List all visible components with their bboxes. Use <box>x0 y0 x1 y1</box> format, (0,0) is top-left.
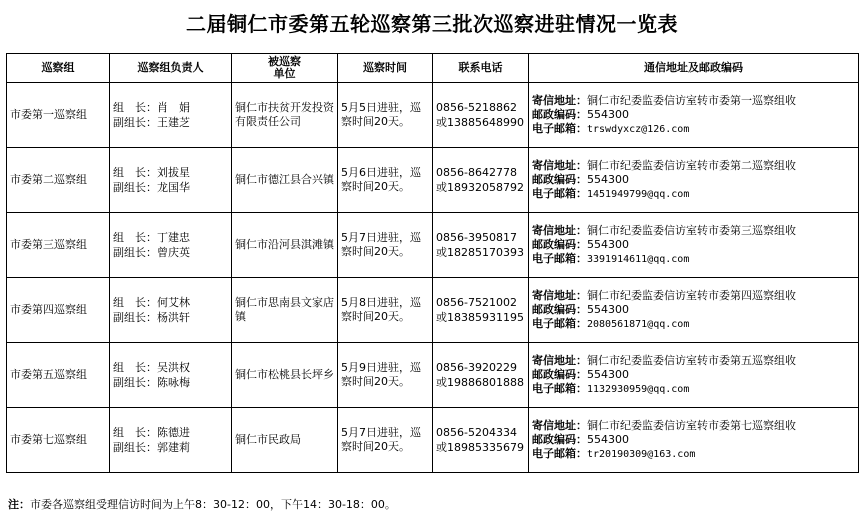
leader-name: 丁建忠 <box>157 231 190 244</box>
email-line <box>532 382 855 397</box>
time-cell: 5月8日进驻，巡察时间20天。 <box>338 278 433 343</box>
deputy-label: 副组长： <box>113 246 157 259</box>
footnote-label: 注： <box>8 498 30 511</box>
deputy-name: 郭建莉 <box>157 441 190 454</box>
email-address: tr20190309@163.com <box>587 448 696 460</box>
deputy-line <box>113 375 228 390</box>
group-name-cell: 市委第三巡察组 <box>7 213 110 278</box>
phone-cell <box>433 278 529 343</box>
leader-line <box>113 230 228 245</box>
deputy-label: 副组长： <box>113 181 157 194</box>
postcode-line <box>532 238 855 252</box>
header-phone: 联系电话 <box>433 54 529 83</box>
leader-line <box>113 425 228 440</box>
leader-label: 组 长： <box>113 426 157 439</box>
phone-primary: 0856-5218862 <box>436 101 517 114</box>
mailing-address-line <box>532 94 855 108</box>
deputy-name: 杨洪轩 <box>157 311 190 324</box>
postcode-label: 邮政编码： <box>532 302 587 316</box>
postcode-label: 邮政编码： <box>532 107 587 121</box>
unit-cell: 铜仁市沿河县淇滩镇 <box>232 213 338 278</box>
leader-cell <box>110 213 232 278</box>
mailing-address-line <box>532 289 855 303</box>
mailing-address-line <box>532 224 855 238</box>
address-cell <box>529 408 859 473</box>
deputy-name: 龙国华 <box>157 181 190 194</box>
leader-label: 组 长： <box>113 361 157 374</box>
group-name-cell: 市委第七巡察组 <box>7 408 110 473</box>
mailing-address: 铜仁市纪委监委信访室转市委第七巡察组收 <box>587 418 796 432</box>
email-label: 电子邮箱： <box>532 446 587 460</box>
header-unit-line1: 被巡察 <box>268 55 301 68</box>
postcode-line <box>532 173 855 187</box>
inspection-table <box>6 53 859 473</box>
address-cell <box>529 278 859 343</box>
email-line <box>532 252 855 267</box>
phone-mobile: 或18285170393 <box>436 246 524 259</box>
phone-primary: 0856-7521002 <box>436 296 517 309</box>
deputy-name: 王建芝 <box>157 116 190 129</box>
phone-mobile: 或19886801888 <box>436 376 524 389</box>
unit-cell: 铜仁市民政局 <box>232 408 338 473</box>
deputy-label: 副组长： <box>113 116 157 129</box>
time-cell: 5月7日进驻，巡察时间20天。 <box>338 408 433 473</box>
deputy-line <box>113 180 228 195</box>
leader-cell <box>110 408 232 473</box>
deputy-label: 副组长： <box>113 311 157 324</box>
postcode: 554300 <box>587 237 629 251</box>
mailing-address-label: 寄信地址： <box>532 158 587 172</box>
address-cell <box>529 213 859 278</box>
phone-cell <box>433 343 529 408</box>
table-body <box>7 83 859 473</box>
leader-label: 组 长： <box>113 166 157 179</box>
email-label: 电子邮箱： <box>532 251 587 265</box>
email-line <box>532 317 855 332</box>
header-address: 通信地址及邮政编码 <box>529 54 859 83</box>
mailing-address: 铜仁市纪委监委信访室转市委第四巡察组收 <box>587 288 796 302</box>
unit-cell: 铜仁市思南县文家店镇 <box>232 278 338 343</box>
leader-line <box>113 100 228 115</box>
mailing-address-label: 寄信地址： <box>532 223 587 237</box>
table-row <box>7 343 859 408</box>
postcode-label: 邮政编码： <box>532 367 587 381</box>
mailing-address-label: 寄信地址： <box>532 353 587 367</box>
mailing-address-line <box>532 159 855 173</box>
email-address: 1451949799@qq.com <box>587 188 690 200</box>
leader-name: 陈德进 <box>157 426 190 439</box>
time-cell: 5月6日进驻，巡察时间20天。 <box>338 148 433 213</box>
email-address: 1132930959@qq.com <box>587 383 690 395</box>
email-line <box>532 187 855 202</box>
email-label: 电子邮箱： <box>532 316 587 330</box>
deputy-name: 陈咏梅 <box>157 376 190 389</box>
deputy-line <box>113 440 228 455</box>
table-row <box>7 148 859 213</box>
header-group: 巡察组 <box>7 54 110 83</box>
deputy-label: 副组长： <box>113 376 157 389</box>
unit-cell: 铜仁市松桃县长坪乡 <box>232 343 338 408</box>
time-cell: 5月7日进驻，巡察时间20天。 <box>338 213 433 278</box>
phone-cell <box>433 83 529 148</box>
footnote-text: 市委各巡察组受理信访时间为上午8：30-12：00，下午14：30-18：00。 <box>30 498 396 511</box>
time-cell: 5月9日进驻，巡察时间20天。 <box>338 343 433 408</box>
deputy-label: 副组长： <box>113 441 157 454</box>
leader-line <box>113 165 228 180</box>
postcode: 554300 <box>587 172 629 186</box>
email-label: 电子邮箱： <box>532 381 587 395</box>
leader-cell <box>110 278 232 343</box>
table-row <box>7 278 859 343</box>
phone-primary: 0856-5204334 <box>436 426 517 439</box>
mailing-address-label: 寄信地址： <box>532 288 587 302</box>
leader-cell <box>110 148 232 213</box>
postcode-label: 邮政编码： <box>532 237 587 251</box>
leader-name: 何艾林 <box>157 296 190 309</box>
leader-cell <box>110 343 232 408</box>
header-unit <box>232 54 338 83</box>
table-row <box>7 83 859 148</box>
email-label: 电子邮箱： <box>532 121 587 135</box>
address-cell <box>529 83 859 148</box>
leader-cell <box>110 83 232 148</box>
email-line <box>532 122 855 137</box>
leader-label: 组 长： <box>113 101 157 114</box>
phone-mobile: 或13885648990 <box>436 116 524 129</box>
header-leader: 巡察组负责人 <box>110 54 232 83</box>
mailing-address-label: 寄信地址： <box>532 418 587 432</box>
leader-line <box>113 295 228 310</box>
postcode: 554300 <box>587 432 629 446</box>
postcode-line <box>532 108 855 122</box>
header-unit-line2: 单位 <box>273 67 296 80</box>
time-cell: 5月5日进驻，巡察时间20天。 <box>338 83 433 148</box>
leader-label: 组 长： <box>113 296 157 309</box>
group-name-cell: 市委第四巡察组 <box>7 278 110 343</box>
unit-cell: 铜仁市扶贫开发投资有限责任公司 <box>232 83 338 148</box>
address-cell <box>529 343 859 408</box>
deputy-line <box>113 245 228 260</box>
deputy-line <box>113 310 228 325</box>
table-header-row <box>7 54 859 83</box>
group-name-cell: 市委第一巡察组 <box>7 83 110 148</box>
email-address: 2080561871@qq.com <box>587 318 690 330</box>
mailing-address: 铜仁市纪委监委信访室转市委第一巡察组收 <box>587 93 796 107</box>
page-title: 二届铜仁市委第五轮巡察第三批次巡察进驻情况一览表 <box>186 12 678 36</box>
phone-cell <box>433 408 529 473</box>
postcode-line <box>532 303 855 317</box>
phone-primary: 0856-3950817 <box>436 231 517 244</box>
postcode: 554300 <box>587 367 629 381</box>
header-time: 巡察时间 <box>338 54 433 83</box>
unit-cell: 铜仁市德江县合兴镇 <box>232 148 338 213</box>
group-name-cell: 市委第二巡察组 <box>7 148 110 213</box>
phone-mobile: 或18385931195 <box>436 311 524 324</box>
postcode: 554300 <box>587 302 629 316</box>
mailing-address-line <box>532 354 855 368</box>
footnote <box>8 496 396 512</box>
leader-line <box>113 360 228 375</box>
phone-cell <box>433 148 529 213</box>
address-cell <box>529 148 859 213</box>
leader-label: 组 长： <box>113 231 157 244</box>
email-line <box>532 447 855 462</box>
mailing-address-line <box>532 419 855 433</box>
group-name-cell: 市委第五巡察组 <box>7 343 110 408</box>
phone-cell <box>433 213 529 278</box>
deputy-name: 曾庆英 <box>157 246 190 259</box>
leader-name: 刘拔星 <box>157 166 190 179</box>
mailing-address: 铜仁市纪委监委信访室转市委第五巡察组收 <box>587 353 796 367</box>
postcode-line <box>532 433 855 447</box>
table-row <box>7 213 859 278</box>
mailing-address: 铜仁市纪委监委信访室转市委第三巡察组收 <box>587 223 796 237</box>
mailing-address-label: 寄信地址： <box>532 93 587 107</box>
postcode-line <box>532 368 855 382</box>
email-address: trswdyxcz@126.com <box>587 123 690 135</box>
deputy-line <box>113 115 228 130</box>
postcode: 554300 <box>587 107 629 121</box>
table-row <box>7 408 859 473</box>
leader-name: 肖 娟 <box>157 101 190 114</box>
leader-name: 吴洪权 <box>157 361 190 374</box>
email-address: 3391914611@qq.com <box>587 253 690 265</box>
phone-primary: 0856-3920229 <box>436 361 517 374</box>
email-label: 电子邮箱： <box>532 186 587 200</box>
phone-primary: 0856-8642778 <box>436 166 517 179</box>
mailing-address: 铜仁市纪委监委信访室转市委第二巡察组收 <box>587 158 796 172</box>
postcode-label: 邮政编码： <box>532 432 587 446</box>
phone-mobile: 或18985335679 <box>436 441 524 454</box>
phone-mobile: 或18932058792 <box>436 181 524 194</box>
postcode-label: 邮政编码： <box>532 172 587 186</box>
